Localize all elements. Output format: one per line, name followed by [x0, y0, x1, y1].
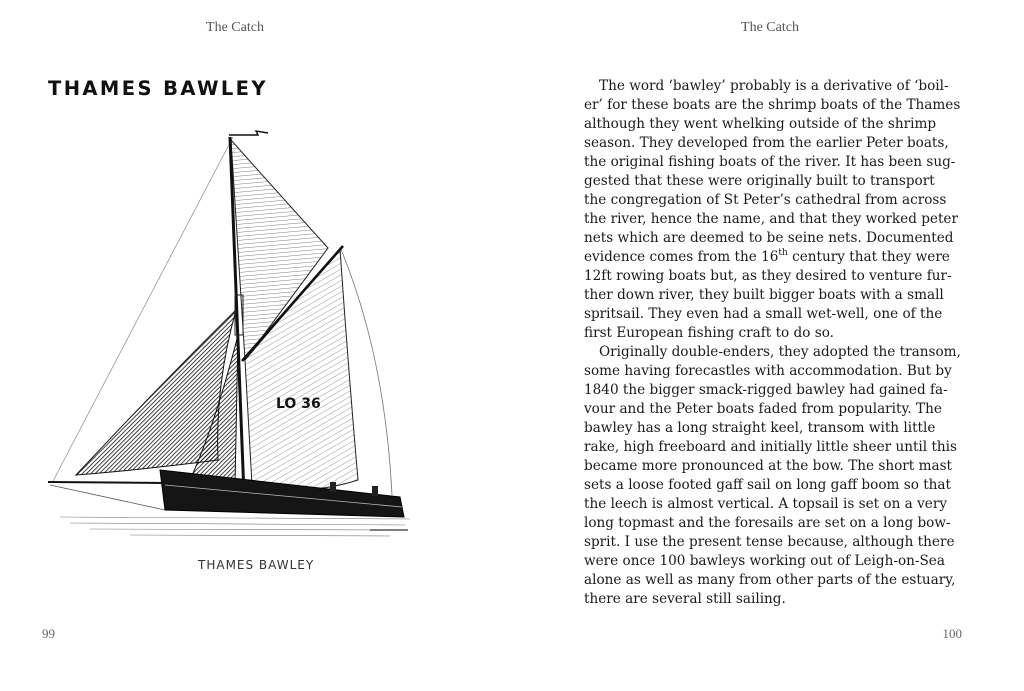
text-line: were once 100 bawleys working out of Leigh-on-Sea: [584, 553, 945, 569]
page-number-left: 99: [42, 626, 55, 641]
text-line: bawley has a long straight keel, transom with little: [584, 420, 936, 436]
text-line: sets a loose footed gaff sail on long gaff boom so that: [584, 477, 951, 493]
text-line: there are several still sailing.: [584, 591, 786, 607]
paragraph-1: [584, 77, 964, 343]
text-line: 1840 the bigger smack-rigged bawley had gained fa-: [584, 382, 948, 398]
text-line: the river, hence the name, and that they worked peter: [584, 211, 958, 227]
right-page: [512, 0, 1024, 691]
illustration-caption: THAMES BAWLEY: [198, 558, 315, 572]
text-line-with-superscript: [569, 248, 964, 267]
page-number-right: 100: [942, 626, 962, 641]
chapter-title: THAMES BAWLEY: [48, 77, 268, 100]
water-lines: [60, 517, 410, 536]
text-line: rake, high freeboard and initially little sheer until this: [584, 439, 957, 455]
bawley-illustration: [40, 125, 420, 585]
text-line: season. They developed from the earlier Peter boats,: [584, 135, 949, 151]
bowsprit: [48, 482, 165, 483]
text-line: became more pronounced at the bow. The short mast: [584, 458, 953, 474]
text-fragment: century that they were: [787, 249, 950, 265]
paragraph-2: [584, 343, 964, 609]
running-head-left: The Catch: [206, 20, 264, 35]
text-line: er’ for these boats are the shrimp boats of the Thames: [584, 97, 961, 113]
text-line: some having forecastles with accommodation. But by: [584, 363, 952, 379]
text-line: Originally double-enders, they adopted the transom,: [599, 344, 961, 360]
ordinal-superscript: th: [778, 248, 788, 258]
text-line: The word ‘bawley’ probably is a derivative of ‘boil-: [599, 78, 949, 94]
text-line: alone as well as many from other parts of the estuary,: [584, 572, 956, 588]
sail-number: LO 36: [276, 396, 321, 412]
text-line: 12ft rowing boats but, as they desired to venture fur-: [584, 268, 952, 284]
text-line: the leech is almost vertical. A topsail is set on a very: [584, 496, 948, 512]
text-fragment: evidence comes from the 16: [584, 249, 779, 265]
text-line: first European fishing craft to do so.: [584, 325, 834, 341]
pennant-flag: [229, 131, 268, 135]
text-line: vour and the Peter boats faded from popularity. The: [584, 401, 942, 417]
text-line: nets which are deemed to be seine nets. Documented: [584, 230, 954, 246]
text-line: spritsail. They even had a small wet-well, one of the: [584, 306, 943, 322]
text-line: the original fishing boats of the river. It has been sug-: [584, 154, 956, 170]
text-line: although they went whelking outside of the shrimp: [584, 116, 937, 132]
text-line: sprit. I use the present tense because, although there: [584, 534, 955, 550]
text-line: ther down river, they built bigger boats with a small: [584, 287, 944, 303]
bobstay: [50, 485, 165, 510]
deck-figure: [330, 482, 336, 492]
text-line: the congregation of St Peter’s cathedral from across: [584, 192, 947, 208]
running-head-right: The Catch: [741, 20, 799, 35]
text-line: long topmast and the foresails are set on a long bow-: [584, 515, 951, 531]
text-line: gested that these were originally built to transport: [584, 173, 935, 189]
body-text: [584, 77, 964, 609]
deck-figure: [372, 486, 378, 496]
